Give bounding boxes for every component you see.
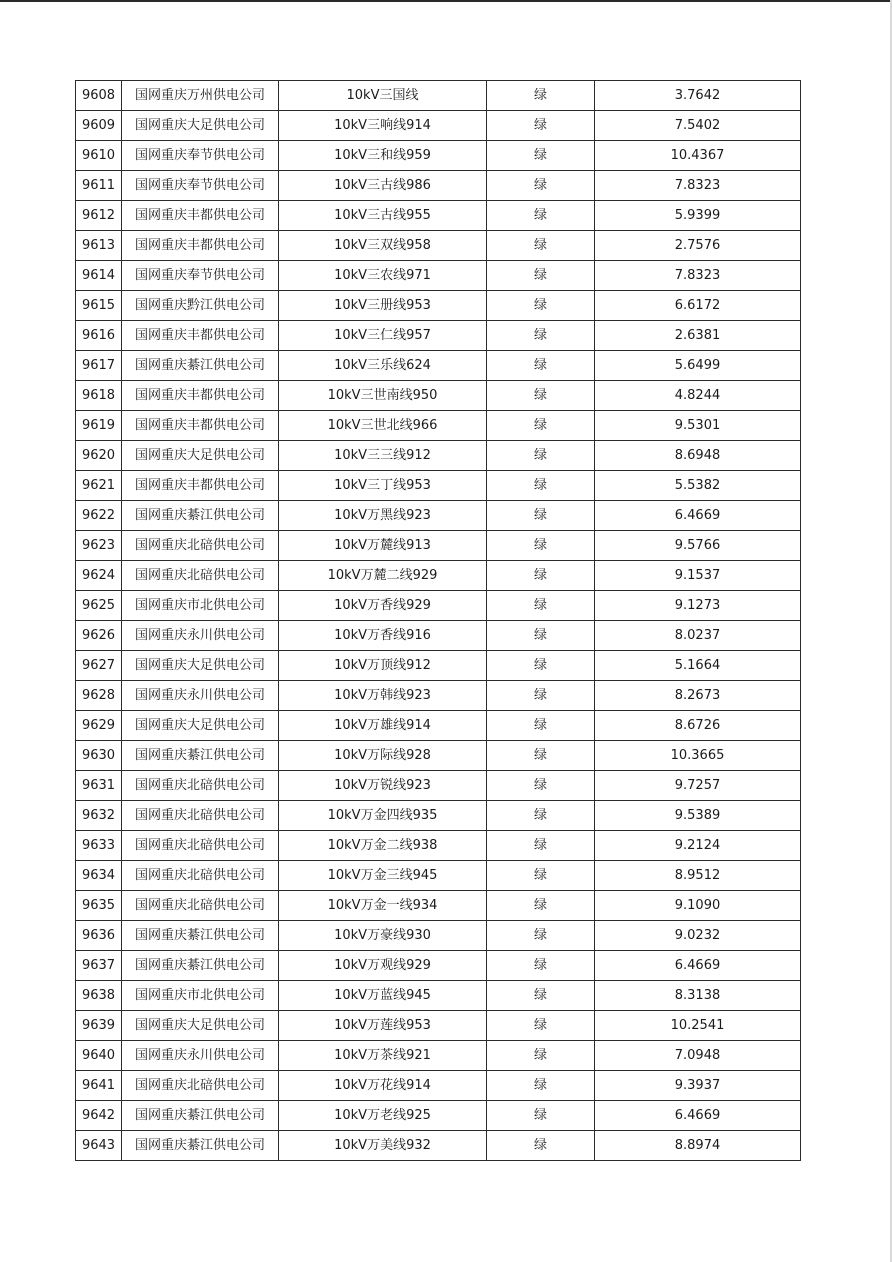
company-cell: 国网重庆綦江供电公司 — [122, 1131, 279, 1161]
table-row — [76, 201, 801, 231]
company-cell: 国网重庆北碚供电公司 — [122, 771, 279, 801]
status-cell: 绿 — [487, 891, 595, 921]
value-cell: 5.6499 — [595, 351, 801, 381]
line-name-cell: 10kV万顶线912 — [279, 651, 487, 681]
line-name-cell: 10kV万观线929 — [279, 951, 487, 981]
status-cell: 绿 — [487, 771, 595, 801]
value-cell: 5.9399 — [595, 201, 801, 231]
company-cell: 国网重庆北碚供电公司 — [122, 531, 279, 561]
company-cell: 国网重庆綦江供电公司 — [122, 951, 279, 981]
row-id-cell: 9624 — [76, 561, 122, 591]
table-row — [76, 231, 801, 261]
value-cell: 8.0237 — [595, 621, 801, 651]
row-id-cell: 9631 — [76, 771, 122, 801]
status-cell: 绿 — [487, 321, 595, 351]
value-cell: 3.7642 — [595, 81, 801, 111]
company-cell: 国网重庆市北供电公司 — [122, 981, 279, 1011]
table-row — [76, 981, 801, 1011]
line-name-cell: 10kV万麓二线929 — [279, 561, 487, 591]
table-row — [76, 1131, 801, 1161]
value-cell: 9.1537 — [595, 561, 801, 591]
line-name-cell: 10kV万豪线930 — [279, 921, 487, 951]
value-cell: 4.8244 — [595, 381, 801, 411]
value-cell: 8.3138 — [595, 981, 801, 1011]
company-cell: 国网重庆奉节供电公司 — [122, 261, 279, 291]
status-cell: 绿 — [487, 921, 595, 951]
company-cell: 国网重庆綦江供电公司 — [122, 921, 279, 951]
status-cell: 绿 — [487, 561, 595, 591]
row-id-cell: 9616 — [76, 321, 122, 351]
row-id-cell: 9638 — [76, 981, 122, 1011]
table-row — [76, 771, 801, 801]
status-cell: 绿 — [487, 381, 595, 411]
line-name-cell: 10kV三双线958 — [279, 231, 487, 261]
status-cell: 绿 — [487, 1071, 595, 1101]
row-id-cell: 9630 — [76, 741, 122, 771]
line-name-cell: 10kV万际线928 — [279, 741, 487, 771]
company-cell: 国网重庆永川供电公司 — [122, 681, 279, 711]
status-cell: 绿 — [487, 501, 595, 531]
company-cell: 国网重庆奉节供电公司 — [122, 171, 279, 201]
status-cell: 绿 — [487, 651, 595, 681]
table-row — [76, 711, 801, 741]
row-id-cell: 9618 — [76, 381, 122, 411]
table-row — [76, 321, 801, 351]
status-cell: 绿 — [487, 81, 595, 111]
status-cell: 绿 — [487, 621, 595, 651]
status-cell: 绿 — [487, 171, 595, 201]
row-id-cell: 9637 — [76, 951, 122, 981]
company-cell: 国网重庆綦江供电公司 — [122, 501, 279, 531]
row-id-cell: 9609 — [76, 111, 122, 141]
row-id-cell: 9640 — [76, 1041, 122, 1071]
company-cell: 国网重庆丰都供电公司 — [122, 411, 279, 441]
page-top-border — [0, 0, 892, 2]
status-cell: 绿 — [487, 711, 595, 741]
row-id-cell: 9643 — [76, 1131, 122, 1161]
value-cell: 5.1664 — [595, 651, 801, 681]
status-cell: 绿 — [487, 141, 595, 171]
value-cell: 10.2541 — [595, 1011, 801, 1041]
line-name-cell: 10kV万老线925 — [279, 1101, 487, 1131]
line-name-cell: 10kV三丁线953 — [279, 471, 487, 501]
table-row — [76, 111, 801, 141]
row-id-cell: 9625 — [76, 591, 122, 621]
line-name-cell: 10kV万茶线921 — [279, 1041, 487, 1071]
table-row — [76, 891, 801, 921]
table-row — [76, 861, 801, 891]
value-cell: 2.7576 — [595, 231, 801, 261]
table-row — [76, 1011, 801, 1041]
row-id-cell: 9635 — [76, 891, 122, 921]
company-cell: 国网重庆丰都供电公司 — [122, 201, 279, 231]
line-name-cell: 10kV万雄线914 — [279, 711, 487, 741]
status-cell: 绿 — [487, 111, 595, 141]
company-cell: 国网重庆北碚供电公司 — [122, 801, 279, 831]
company-cell: 国网重庆大足供电公司 — [122, 711, 279, 741]
status-cell: 绿 — [487, 1101, 595, 1131]
value-cell: 10.3665 — [595, 741, 801, 771]
line-name-cell: 10kV三乐线624 — [279, 351, 487, 381]
value-cell: 9.1090 — [595, 891, 801, 921]
line-name-cell: 10kV万美线932 — [279, 1131, 487, 1161]
table-row — [76, 351, 801, 381]
row-id-cell: 9629 — [76, 711, 122, 741]
line-name-cell: 10kV三三线912 — [279, 441, 487, 471]
value-cell: 6.4669 — [595, 951, 801, 981]
status-cell: 绿 — [487, 441, 595, 471]
line-name-cell: 10kV三册线953 — [279, 291, 487, 321]
status-cell: 绿 — [487, 201, 595, 231]
value-cell: 6.4669 — [595, 1101, 801, 1131]
company-cell: 国网重庆綦江供电公司 — [122, 741, 279, 771]
value-cell: 9.0232 — [595, 921, 801, 951]
line-name-cell: 10kV万黑线923 — [279, 501, 487, 531]
value-cell: 9.7257 — [595, 771, 801, 801]
line-name-cell: 10kV三响线914 — [279, 111, 487, 141]
line-data-table — [75, 80, 801, 1161]
line-name-cell: 10kV万香线929 — [279, 591, 487, 621]
value-cell: 9.5766 — [595, 531, 801, 561]
row-id-cell: 9610 — [76, 141, 122, 171]
company-cell: 国网重庆綦江供电公司 — [122, 1101, 279, 1131]
row-id-cell: 9613 — [76, 231, 122, 261]
value-cell: 9.5389 — [595, 801, 801, 831]
row-id-cell: 9615 — [76, 291, 122, 321]
table-body — [76, 81, 801, 1161]
company-cell: 国网重庆北碚供电公司 — [122, 831, 279, 861]
row-id-cell: 9621 — [76, 471, 122, 501]
table-row — [76, 291, 801, 321]
row-id-cell: 9634 — [76, 861, 122, 891]
status-cell: 绿 — [487, 981, 595, 1011]
company-cell: 国网重庆永川供电公司 — [122, 1041, 279, 1071]
company-cell: 国网重庆大足供电公司 — [122, 111, 279, 141]
value-cell: 8.6948 — [595, 441, 801, 471]
status-cell: 绿 — [487, 471, 595, 501]
company-cell: 国网重庆北碚供电公司 — [122, 891, 279, 921]
status-cell: 绿 — [487, 801, 595, 831]
line-name-cell: 10kV万蓝线945 — [279, 981, 487, 1011]
line-name-cell: 10kV三仁线957 — [279, 321, 487, 351]
status-cell: 绿 — [487, 951, 595, 981]
table-row — [76, 741, 801, 771]
table-row — [76, 381, 801, 411]
line-name-cell: 10kV三国线 — [279, 81, 487, 111]
table-row — [76, 681, 801, 711]
value-cell: 9.2124 — [595, 831, 801, 861]
company-cell: 国网重庆丰都供电公司 — [122, 381, 279, 411]
table-row — [76, 651, 801, 681]
company-cell: 国网重庆丰都供电公司 — [122, 231, 279, 261]
line-name-cell: 10kV三和线959 — [279, 141, 487, 171]
company-cell: 国网重庆綦江供电公司 — [122, 351, 279, 381]
table-row — [76, 801, 801, 831]
company-cell: 国网重庆万州供电公司 — [122, 81, 279, 111]
line-name-cell: 10kV万金一线934 — [279, 891, 487, 921]
table-row — [76, 531, 801, 561]
table-row — [76, 171, 801, 201]
value-cell: 8.9512 — [595, 861, 801, 891]
value-cell: 9.1273 — [595, 591, 801, 621]
row-id-cell: 9623 — [76, 531, 122, 561]
value-cell: 6.6172 — [595, 291, 801, 321]
row-id-cell: 9617 — [76, 351, 122, 381]
value-cell: 7.5402 — [595, 111, 801, 141]
value-cell: 9.5301 — [595, 411, 801, 441]
value-cell: 6.4669 — [595, 501, 801, 531]
row-id-cell: 9620 — [76, 441, 122, 471]
company-cell: 国网重庆丰都供电公司 — [122, 471, 279, 501]
status-cell: 绿 — [487, 261, 595, 291]
company-cell: 国网重庆北碚供电公司 — [122, 561, 279, 591]
value-cell: 8.6726 — [595, 711, 801, 741]
line-name-cell: 10kV三世北线966 — [279, 411, 487, 441]
company-cell: 国网重庆大足供电公司 — [122, 651, 279, 681]
company-cell: 国网重庆黔江供电公司 — [122, 291, 279, 321]
line-name-cell: 10kV万香线916 — [279, 621, 487, 651]
status-cell: 绿 — [487, 531, 595, 561]
line-name-cell: 10kV万锐线923 — [279, 771, 487, 801]
row-id-cell: 9627 — [76, 651, 122, 681]
table-row — [76, 1101, 801, 1131]
status-cell: 绿 — [487, 1041, 595, 1071]
value-cell: 7.8323 — [595, 171, 801, 201]
table-row — [76, 471, 801, 501]
table-row — [76, 921, 801, 951]
status-cell: 绿 — [487, 411, 595, 441]
status-cell: 绿 — [487, 831, 595, 861]
value-cell: 10.4367 — [595, 141, 801, 171]
value-cell: 8.2673 — [595, 681, 801, 711]
table-row — [76, 141, 801, 171]
status-cell: 绿 — [487, 231, 595, 261]
company-cell: 国网重庆市北供电公司 — [122, 591, 279, 621]
company-cell: 国网重庆永川供电公司 — [122, 621, 279, 651]
table-row — [76, 441, 801, 471]
line-name-cell: 10kV万韩线923 — [279, 681, 487, 711]
row-id-cell: 9611 — [76, 171, 122, 201]
table-row — [76, 501, 801, 531]
table-row — [76, 561, 801, 591]
value-cell: 2.6381 — [595, 321, 801, 351]
row-id-cell: 9636 — [76, 921, 122, 951]
status-cell: 绿 — [487, 861, 595, 891]
table-row — [76, 411, 801, 441]
line-name-cell: 10kV三世南线950 — [279, 381, 487, 411]
row-id-cell: 9639 — [76, 1011, 122, 1041]
table-row — [76, 831, 801, 861]
value-cell: 7.8323 — [595, 261, 801, 291]
company-cell: 国网重庆北碚供电公司 — [122, 1071, 279, 1101]
status-cell: 绿 — [487, 291, 595, 321]
table-row — [76, 1041, 801, 1071]
row-id-cell: 9642 — [76, 1101, 122, 1131]
line-name-cell: 10kV万金二线938 — [279, 831, 487, 861]
value-cell: 5.5382 — [595, 471, 801, 501]
row-id-cell: 9608 — [76, 81, 122, 111]
line-name-cell: 10kV三古线955 — [279, 201, 487, 231]
line-name-cell: 10kV万金三线945 — [279, 861, 487, 891]
company-cell: 国网重庆大足供电公司 — [122, 1011, 279, 1041]
row-id-cell: 9633 — [76, 831, 122, 861]
line-name-cell: 10kV万金四线935 — [279, 801, 487, 831]
status-cell: 绿 — [487, 1011, 595, 1041]
value-cell: 9.3937 — [595, 1071, 801, 1101]
line-name-cell: 10kV万莲线953 — [279, 1011, 487, 1041]
line-name-cell: 10kV三古线986 — [279, 171, 487, 201]
value-cell: 8.8974 — [595, 1131, 801, 1161]
company-cell: 国网重庆奉节供电公司 — [122, 141, 279, 171]
company-cell: 国网重庆北碚供电公司 — [122, 861, 279, 891]
row-id-cell: 9614 — [76, 261, 122, 291]
row-id-cell: 9612 — [76, 201, 122, 231]
value-cell: 7.0948 — [595, 1041, 801, 1071]
company-cell: 国网重庆大足供电公司 — [122, 441, 279, 471]
line-name-cell: 10kV三农线971 — [279, 261, 487, 291]
line-name-cell: 10kV万麓线913 — [279, 531, 487, 561]
company-cell: 国网重庆丰都供电公司 — [122, 321, 279, 351]
table-row — [76, 621, 801, 651]
row-id-cell: 9628 — [76, 681, 122, 711]
status-cell: 绿 — [487, 1131, 595, 1161]
row-id-cell: 9619 — [76, 411, 122, 441]
status-cell: 绿 — [487, 681, 595, 711]
row-id-cell: 9622 — [76, 501, 122, 531]
table-row — [76, 261, 801, 291]
row-id-cell: 9626 — [76, 621, 122, 651]
status-cell: 绿 — [487, 351, 595, 381]
table-row — [76, 81, 801, 111]
table-row — [76, 1071, 801, 1101]
table-row — [76, 951, 801, 981]
row-id-cell: 9641 — [76, 1071, 122, 1101]
table-row — [76, 591, 801, 621]
status-cell: 绿 — [487, 741, 595, 771]
status-cell: 绿 — [487, 591, 595, 621]
line-name-cell: 10kV万花线914 — [279, 1071, 487, 1101]
row-id-cell: 9632 — [76, 801, 122, 831]
